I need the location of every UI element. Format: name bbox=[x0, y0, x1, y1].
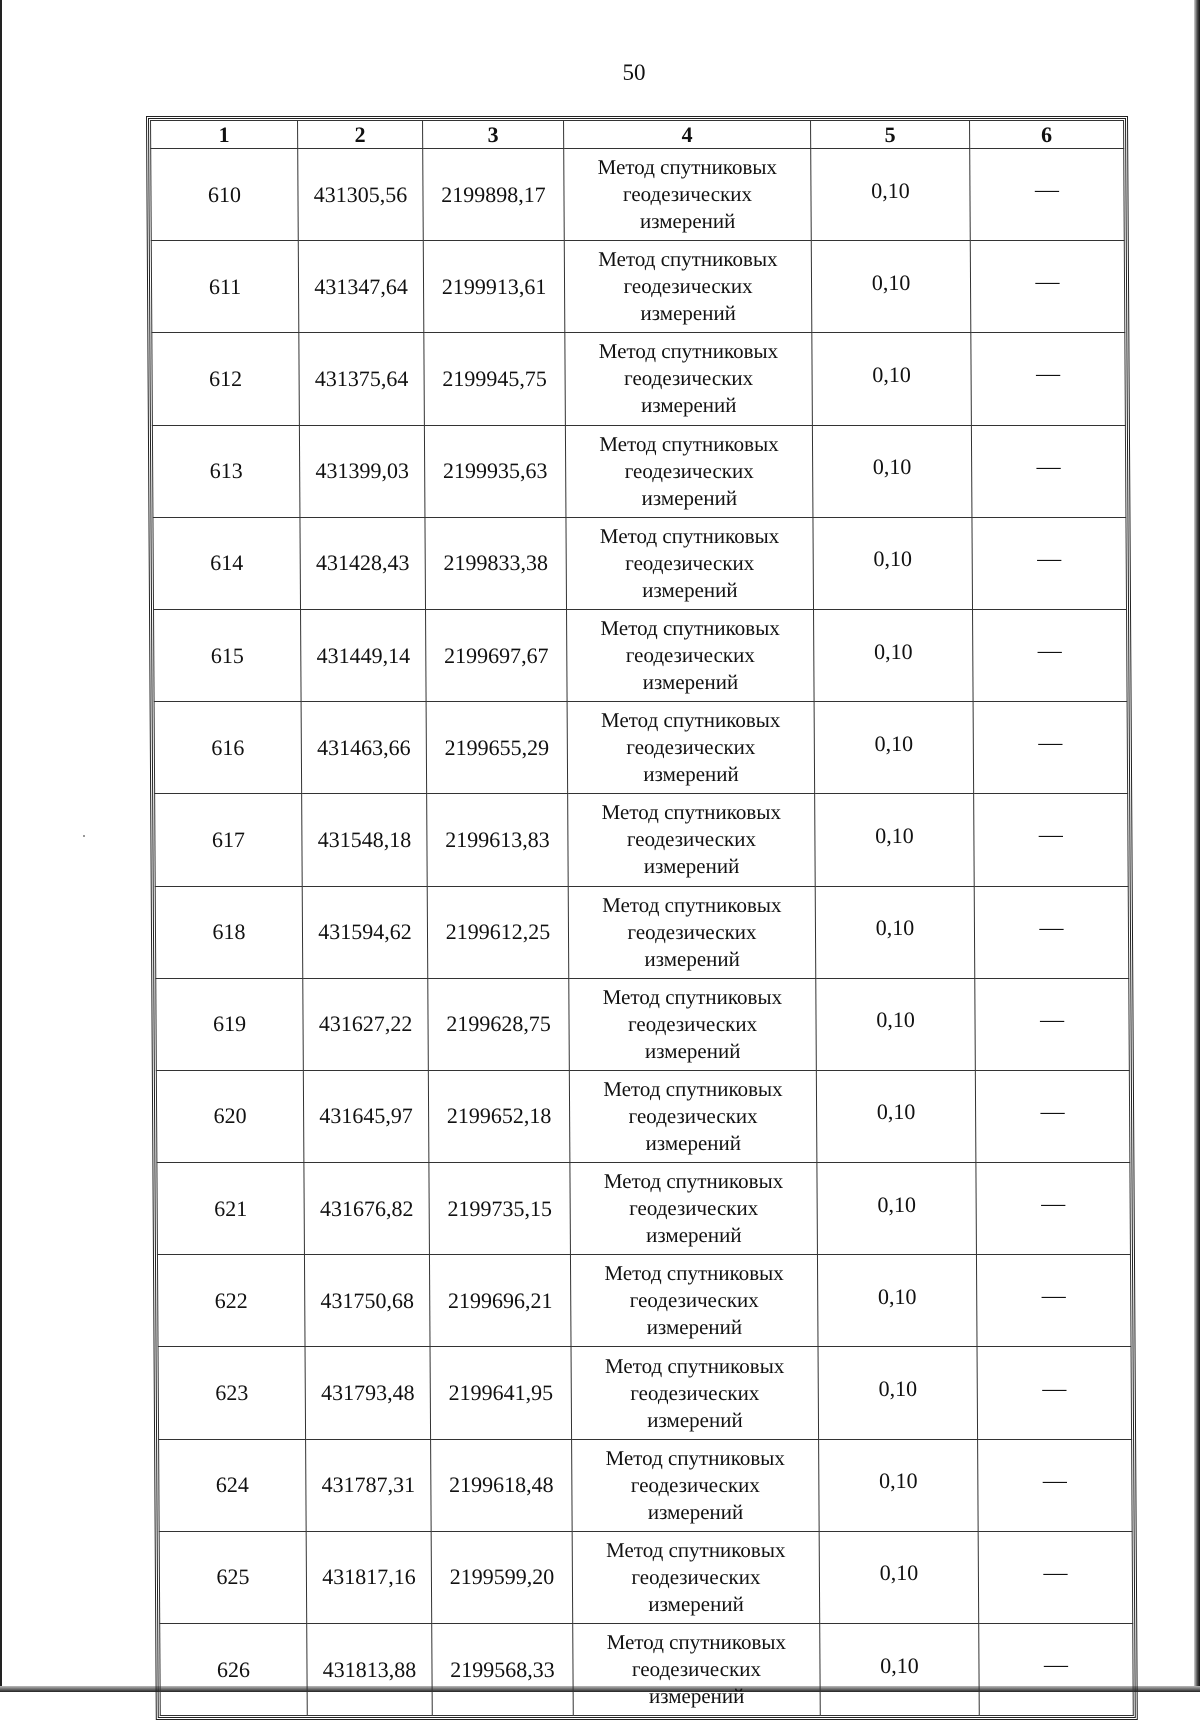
coordinate-x-cell: 431347,64 bbox=[298, 241, 424, 333]
scan-speck bbox=[83, 835, 85, 837]
method-line: измерений bbox=[642, 670, 739, 695]
method-line: измерений bbox=[643, 762, 739, 787]
point-number-cell: 614 bbox=[153, 517, 301, 609]
method-cell bbox=[571, 1347, 819, 1439]
method-line: Метод спутниковых bbox=[603, 1169, 784, 1194]
note-cell: — bbox=[971, 333, 1126, 425]
point-number-cell: 613 bbox=[152, 425, 300, 517]
point-number-cell: 620 bbox=[156, 1070, 304, 1162]
point-number-cell: 615 bbox=[154, 609, 302, 701]
point-number-cell: 622 bbox=[157, 1255, 305, 1347]
table-row bbox=[151, 241, 1125, 333]
method-line: измерений bbox=[647, 1407, 743, 1432]
method-line: геодезических bbox=[624, 366, 754, 391]
header-col-4: 4 bbox=[564, 121, 811, 149]
point-number-cell: 624 bbox=[159, 1439, 307, 1531]
method-cell bbox=[565, 425, 813, 517]
accuracy-cell: 0,10 bbox=[814, 609, 974, 701]
coordinate-y-cell: 2199833,38 bbox=[425, 517, 567, 609]
note-cell: — bbox=[973, 609, 1128, 701]
accuracy-cell: 0,10 bbox=[817, 1163, 977, 1255]
method-line: геодезических bbox=[631, 1657, 762, 1682]
method-line: измерений bbox=[648, 1684, 745, 1709]
note-cell: — bbox=[973, 702, 1128, 794]
coordinate-x-cell: 431813,88 bbox=[307, 1624, 433, 1716]
header-col-3: 3 bbox=[423, 121, 564, 149]
coordinate-y-cell: 2199913,61 bbox=[423, 241, 565, 333]
method-line: Метод спутниковых bbox=[598, 247, 778, 272]
method-line: геодезических bbox=[627, 1011, 758, 1036]
method-line: геодезических bbox=[627, 919, 757, 944]
accuracy-cell: 0,10 bbox=[811, 149, 971, 241]
method-line: Метод спутниковых bbox=[606, 1537, 786, 1562]
coordinate-x-cell: 431463,66 bbox=[301, 702, 427, 794]
method-line: геодезических bbox=[631, 1564, 761, 1589]
accuracy-cell: 0,10 bbox=[815, 794, 975, 886]
table-row bbox=[159, 1439, 1133, 1531]
coordinate-y-cell: 2199655,29 bbox=[426, 702, 568, 794]
method-line: Метод спутниковых bbox=[598, 339, 779, 364]
accuracy-cell: 0,10 bbox=[817, 1255, 977, 1347]
coordinate-x-cell: 431305,56 bbox=[298, 149, 424, 241]
table-body bbox=[151, 149, 1134, 1716]
note-cell: — bbox=[975, 1070, 1130, 1162]
accuracy-cell: 0,10 bbox=[820, 1624, 980, 1716]
table-row bbox=[157, 1255, 1131, 1347]
method-line: измерений bbox=[645, 1130, 742, 1155]
point-number-cell: 611 bbox=[151, 241, 299, 333]
note-cell: — bbox=[971, 425, 1126, 517]
note-cell: — bbox=[974, 886, 1129, 978]
method-cell bbox=[572, 1439, 820, 1531]
table-row bbox=[154, 702, 1128, 794]
method-cell bbox=[569, 978, 817, 1070]
method-cell bbox=[564, 241, 812, 333]
header-col-1: 1 bbox=[151, 121, 298, 149]
header-col-5: 5 bbox=[811, 121, 970, 149]
coordinates-table bbox=[150, 120, 1134, 1716]
coordinate-x-cell: 431817,16 bbox=[306, 1531, 432, 1623]
method-line: геодезических bbox=[623, 274, 753, 299]
method-line: Метод спутниковых bbox=[599, 523, 780, 548]
method-line: Метод спутниковых bbox=[599, 431, 779, 456]
method-line: измерений bbox=[640, 301, 736, 326]
method-line: измерений bbox=[647, 1499, 744, 1524]
point-number-cell: 610 bbox=[151, 149, 299, 241]
method-line: измерений bbox=[642, 577, 738, 602]
scan-border-right bbox=[1194, 0, 1200, 1692]
method-line: измерений bbox=[648, 1591, 744, 1616]
method-cell bbox=[569, 1070, 817, 1162]
method-line: измерений bbox=[639, 209, 736, 234]
coordinate-x-cell: 431428,43 bbox=[300, 517, 426, 609]
accuracy-cell: 0,10 bbox=[819, 1439, 979, 1531]
point-number-cell: 612 bbox=[152, 333, 300, 425]
method-line: Метод спутниковых bbox=[600, 616, 780, 641]
method-cell bbox=[572, 1531, 820, 1623]
note-cell: — bbox=[976, 1163, 1131, 1255]
point-number-cell: 619 bbox=[156, 978, 304, 1070]
method-line: Метод спутниковых bbox=[604, 1353, 785, 1378]
method-line: Метод спутниковых bbox=[597, 155, 778, 180]
coordinate-x-cell: 431787,31 bbox=[306, 1439, 432, 1531]
point-number-cell: 623 bbox=[158, 1347, 306, 1439]
table-row bbox=[156, 978, 1130, 1070]
method-line: Метод спутниковых bbox=[602, 984, 783, 1009]
header-col-6: 6 bbox=[970, 121, 1124, 149]
method-line: геодезических bbox=[629, 1196, 759, 1221]
method-line: Метод спутниковых bbox=[605, 1445, 785, 1470]
point-number-cell: 618 bbox=[155, 886, 303, 978]
method-line: измерений bbox=[646, 1223, 742, 1248]
method-cell bbox=[573, 1624, 821, 1716]
method-cell bbox=[567, 702, 815, 794]
point-number-cell: 625 bbox=[159, 1531, 307, 1623]
table-row bbox=[155, 794, 1129, 886]
coordinate-y-cell: 2199613,83 bbox=[427, 794, 569, 886]
coordinate-y-cell: 2199612,25 bbox=[427, 886, 569, 978]
coordinate-x-cell: 431750,68 bbox=[304, 1255, 430, 1347]
coordinate-y-cell: 2199641,95 bbox=[430, 1347, 572, 1439]
point-number-cell: 626 bbox=[160, 1624, 308, 1716]
note-cell: — bbox=[970, 149, 1125, 241]
note-cell: — bbox=[974, 794, 1129, 886]
coordinate-x-cell: 431594,62 bbox=[302, 886, 428, 978]
coordinate-y-cell: 2199935,63 bbox=[424, 425, 566, 517]
table-row bbox=[157, 1163, 1131, 1255]
coordinate-x-cell: 431399,03 bbox=[299, 425, 425, 517]
table-row bbox=[158, 1347, 1132, 1439]
method-line: Метод спутниковых bbox=[601, 800, 781, 825]
method-cell bbox=[570, 1255, 818, 1347]
point-number-cell: 616 bbox=[154, 702, 302, 794]
method-cell bbox=[570, 1163, 818, 1255]
coordinate-y-cell: 2199618,48 bbox=[431, 1439, 573, 1531]
note-cell: — bbox=[978, 1531, 1133, 1623]
accuracy-cell: 0,10 bbox=[819, 1531, 979, 1623]
coordinates-table-frame bbox=[146, 116, 1138, 1720]
method-line: измерений bbox=[646, 1315, 743, 1340]
method-line: Метод спутниковых bbox=[606, 1630, 787, 1655]
table-row bbox=[159, 1531, 1133, 1623]
table-row bbox=[151, 149, 1125, 241]
header-col-2: 2 bbox=[298, 121, 423, 149]
accuracy-cell: 0,10 bbox=[812, 333, 972, 425]
accuracy-cell: 0,10 bbox=[814, 702, 974, 794]
table-row bbox=[152, 425, 1126, 517]
header-row bbox=[151, 121, 1124, 149]
coordinate-x-cell: 431449,14 bbox=[301, 609, 427, 701]
note-cell: — bbox=[975, 978, 1130, 1070]
coordinate-y-cell: 2199735,15 bbox=[429, 1163, 571, 1255]
method-cell bbox=[564, 149, 812, 241]
table-row bbox=[160, 1624, 1134, 1716]
method-line: Метод спутниковых bbox=[600, 708, 781, 733]
method-cell bbox=[568, 886, 816, 978]
coordinate-y-cell: 2199697,67 bbox=[426, 609, 568, 701]
scan-border-left bbox=[0, 0, 2, 1692]
table-row bbox=[156, 1070, 1130, 1162]
note-cell: — bbox=[972, 517, 1127, 609]
note-cell: — bbox=[978, 1439, 1133, 1531]
point-number-cell: 617 bbox=[155, 794, 303, 886]
table-row bbox=[152, 333, 1126, 425]
note-cell: — bbox=[979, 1624, 1134, 1716]
method-line: измерений bbox=[643, 854, 740, 879]
method-line: геодезических bbox=[630, 1472, 760, 1497]
accuracy-cell: 0,10 bbox=[815, 886, 975, 978]
coordinate-y-cell: 2199568,33 bbox=[432, 1624, 574, 1716]
coordinate-y-cell: 2199652,18 bbox=[428, 1070, 570, 1162]
coordinate-y-cell: 2199696,21 bbox=[429, 1255, 571, 1347]
method-cell bbox=[565, 333, 813, 425]
coordinate-x-cell: 431375,64 bbox=[299, 333, 425, 425]
method-line: геодезических bbox=[626, 735, 756, 760]
table-header bbox=[151, 121, 1124, 149]
table-row bbox=[155, 886, 1129, 978]
coordinate-y-cell: 2199898,17 bbox=[423, 149, 565, 241]
method-line: геодезических bbox=[622, 182, 753, 207]
table-row bbox=[153, 517, 1127, 609]
accuracy-cell: 0,10 bbox=[811, 241, 971, 333]
method-line: геодезических bbox=[625, 643, 755, 668]
coordinate-y-cell: 2199628,75 bbox=[428, 978, 570, 1070]
method-line: геодезических bbox=[629, 1288, 759, 1313]
method-line: геодезических bbox=[630, 1380, 760, 1405]
point-number-cell: 621 bbox=[157, 1163, 305, 1255]
method-cell bbox=[567, 609, 815, 701]
method-line: Метод спутниковых bbox=[604, 1261, 784, 1286]
accuracy-cell: 0,10 bbox=[812, 425, 972, 517]
coordinate-x-cell: 431627,22 bbox=[303, 978, 429, 1070]
coordinate-y-cell: 2199599,20 bbox=[431, 1531, 573, 1623]
method-line: геодезических bbox=[625, 550, 755, 575]
note-cell: — bbox=[970, 241, 1125, 333]
coordinate-x-cell: 431793,48 bbox=[305, 1347, 431, 1439]
table-row bbox=[154, 609, 1128, 701]
method-line: геодезических bbox=[626, 827, 756, 852]
method-line: геодезических bbox=[628, 1103, 758, 1128]
coordinate-x-cell: 431548,18 bbox=[302, 794, 428, 886]
method-line: измерений bbox=[644, 1038, 741, 1063]
accuracy-cell: 0,10 bbox=[818, 1347, 978, 1439]
method-cell bbox=[566, 517, 814, 609]
method-line: измерений bbox=[641, 485, 738, 510]
accuracy-cell: 0,10 bbox=[816, 1070, 976, 1162]
method-line: измерений bbox=[644, 946, 740, 971]
method-line: геодезических bbox=[624, 458, 754, 483]
note-cell: — bbox=[976, 1255, 1131, 1347]
coordinate-x-cell: 431645,97 bbox=[303, 1070, 429, 1162]
method-line: Метод спутниковых bbox=[603, 1076, 783, 1101]
note-cell: — bbox=[977, 1347, 1132, 1439]
method-line: измерений bbox=[640, 393, 737, 418]
method-cell bbox=[568, 794, 816, 886]
page-number: 50 bbox=[622, 60, 646, 85]
coordinate-x-cell: 431676,82 bbox=[304, 1163, 430, 1255]
method-line: Метод спутниковых bbox=[602, 892, 782, 917]
accuracy-cell: 0,10 bbox=[816, 978, 976, 1070]
accuracy-cell: 0,10 bbox=[813, 517, 973, 609]
coordinate-y-cell: 2199945,75 bbox=[424, 333, 566, 425]
